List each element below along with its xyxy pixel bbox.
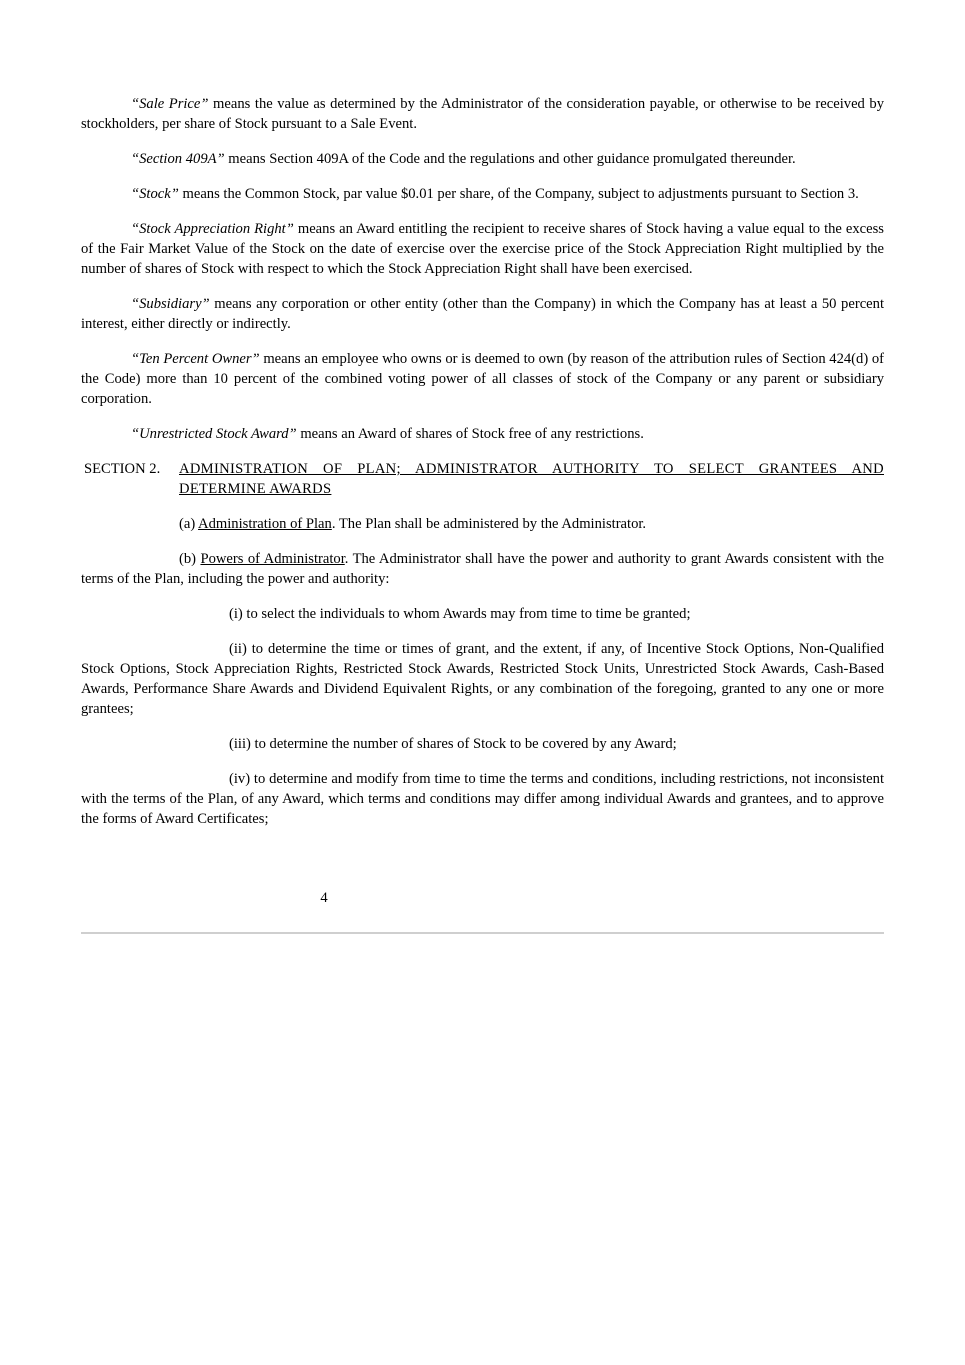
definition-term: “Stock Appreciation Right” (131, 221, 294, 237)
definition-ten-percent-owner (81, 349, 884, 409)
definition-section-409a (81, 149, 884, 169)
definition-text: means Section 409A of the Code and the regulations and other guidance promulgated thereunder. (224, 151, 796, 167)
subsection-text: . The Administrator shall have the power and authority to grant Awards consistent with the terms of the Plan, including the power and authority: (81, 551, 884, 587)
subsection-prefix: (a) (179, 516, 199, 532)
subsection-text: . The Plan shall be administered by the Administrator. (331, 516, 647, 532)
definition-text: means an Award entitling the recipient to receive shares of Stock having a value equal to the excess of the Fair Market Value of the Stock on the date of exercise over the exercise price of the Stock Appreciation Right multiplied by the number of shares of Stock with respect to which the Stock Appreciation Right shall have been exercised. (81, 221, 884, 277)
page-divider (81, 932, 884, 934)
definition-text: means an employee who owns or is deemed to own (by reason of the attribution rules of Section 424(d) of the Code) more than 10 percent of the combined voting power of all classes of stock of the Company or any parent or subsidiary corporation. (81, 351, 884, 407)
definition-term: “Unrestricted Stock Award” (131, 426, 297, 442)
definition-subsidiary (81, 294, 884, 334)
definition-sale-price (81, 94, 884, 134)
subsection-heading: Powers of Administrator (200, 551, 345, 567)
definition-unrestricted-stock-award (81, 424, 884, 444)
clause-iv: (iv) to determine and modify from time to time the terms and conditions, including restrictions, not inconsistent with the terms of the Plan, of any Award, which terms and conditions may differ among individual Awards and grantees, and to approve the forms of Award Certificates; (81, 771, 884, 827)
definition-stock-appreciation-right (81, 219, 884, 279)
clause-iii: (iii) to determine the number of shares of Stock to be covered by any Award; (229, 736, 677, 752)
document-page (81, 94, 884, 844)
definition-text: means any corporation or other entity (other than the Company) in which the Company has at least a 50 percent interest, either directly or indirectly. (81, 296, 884, 332)
definition-text: means the value as determined by the Administrator of the consideration payable, or otherwise to be received by stockholders, per share of Stock pursuant to a Sale Event. (81, 96, 884, 132)
definition-text: means the Common Stock, par value $0.01 per share, of the Company, subject to adjustments pursuant to Section 3. (178, 186, 859, 202)
definition-term: “Ten Percent Owner” (131, 351, 260, 367)
definition-term: “Sale Price” (131, 96, 209, 112)
subsection-prefix: (b) (179, 551, 201, 567)
subsection-a (81, 514, 884, 534)
subsection-heading: Administration of Plan (198, 516, 332, 532)
definition-term: “Subsidiary” (131, 296, 210, 312)
section-heading (81, 459, 884, 499)
definition-term: “Stock” (131, 186, 179, 202)
definition-term: “Section 409A” (131, 151, 225, 167)
definition-text: means an Award of shares of Stock free of any restrictions. (296, 426, 644, 442)
clause-ii: (ii) to determine the time or times of grant, and the extent, if any, of Incentive Stock Options, Non-Qualified Stock Options, Stock Appreciation Rights, Restricted Stock Awards, Restricted Stock Units, Unrestricted Stock Awards, Cash-Based Awards, Performance Share Awards and Dividend Equivalent Rights, or any combination of the foregoing, granted to any one or more grantees; (81, 641, 884, 717)
section-title: ADMINISTRATION OF PLAN; ADMINISTRATOR AUTHORITY TO SELECT GRANTEES AND DETERMINE AWARDS (179, 461, 884, 497)
subsection-b (81, 549, 884, 589)
page-number: 4 (320, 890, 328, 906)
definition-stock (81, 184, 884, 204)
clause-i: (i) to select the individuals to whom Awards may from time to time be granted; (229, 606, 691, 622)
section-number: SECTION 2. (84, 461, 161, 477)
